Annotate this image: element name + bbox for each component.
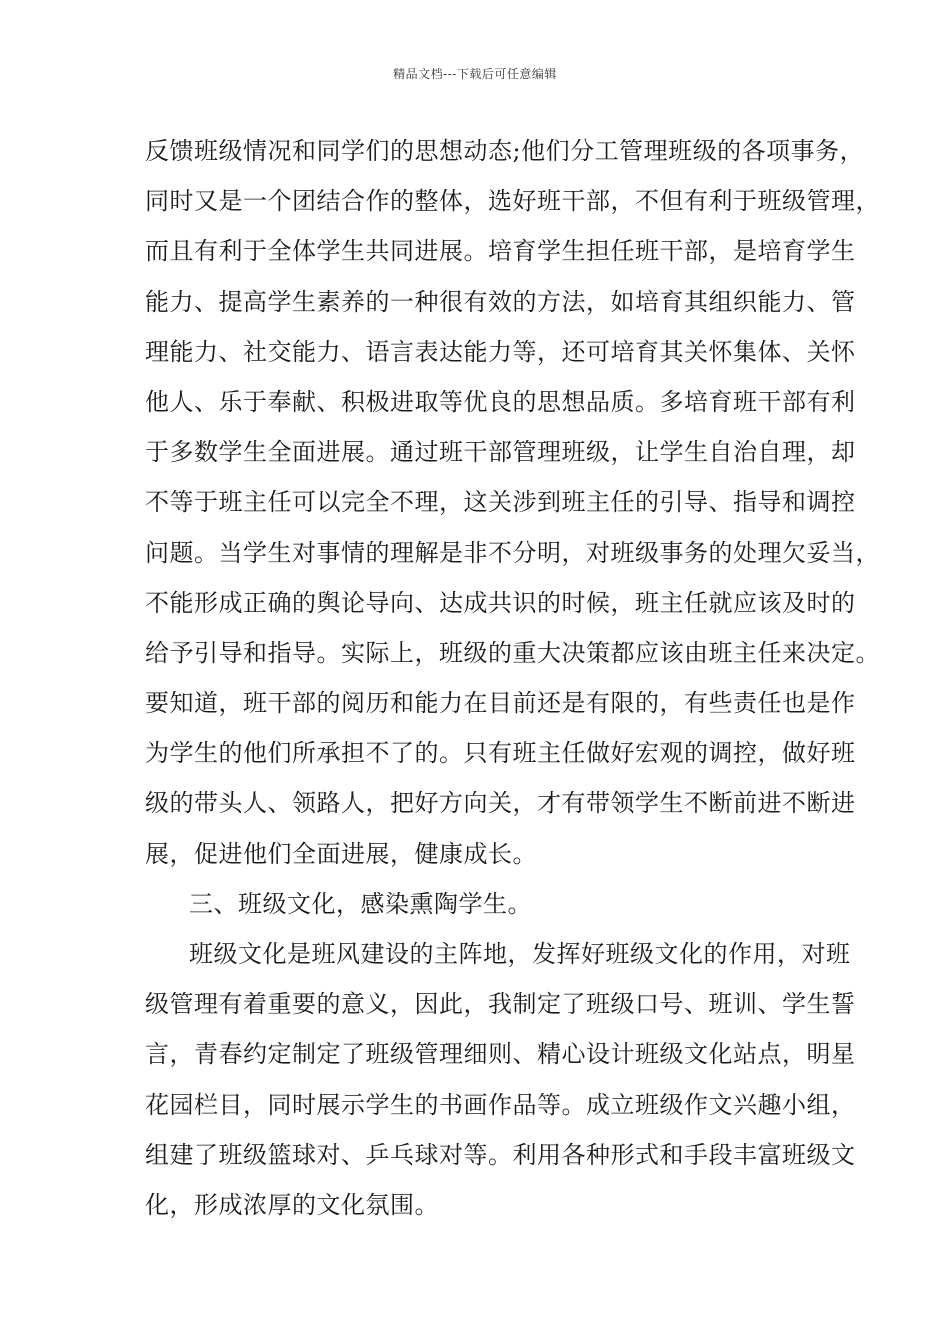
paragraph-line: 不能形成正确的舆论导向、达成共识的时候，班主任就应该及时的	[145, 588, 856, 617]
document-body	[145, 126, 880, 1230]
paragraph-line: 能力、提高学生素养的一种很有效的方法，如培育其组织能力、管	[145, 287, 856, 316]
section-heading: 三、班级文化，感染熏陶学生。	[189, 889, 532, 918]
paragraph-line: 化，形成浓厚的文化氛围。	[145, 1190, 439, 1219]
paragraph-line: 给予引导和指导。实际上，班级的重大决策都应该由班主任来决定。	[145, 638, 880, 667]
page-header: 精品文档---下载后可任意编辑	[393, 67, 557, 81]
paragraph-line: 反馈班级情况和同学们的思想动态;他们分工管理班级的各项事务，	[145, 137, 865, 165]
paragraph-line: 为学生的他们所承担不了的。只有班主任做好宏观的调控，做好班	[145, 739, 856, 768]
paragraph-line: 言，青春约定制定了班级管理细则、精心设计班级文化站点，明星	[145, 1040, 856, 1069]
paragraph-line: 他人、乐于奉献、积极进取等优良的思想品质。多培育班干部有利	[145, 387, 856, 416]
paragraph-line: 级的带头人、领路人，把好方向关，才有带领学生不断前进不断进	[145, 789, 856, 818]
paragraph-line: 而且有利于全体学生共同进展。培育学生担任班干部，是培育学生	[145, 237, 856, 266]
paragraph-line: 班级文化是班风建设的主阵地，发挥好班级文化的作用，对班	[189, 940, 851, 968]
paragraph-line: 组建了班级篮球对、乒乓球对等。利用各种形式和手段丰富班级文	[145, 1140, 856, 1169]
paragraph-line: 级管理有着重要的意义，因此，我制定了班级口号、班训、学生誓	[145, 990, 856, 1019]
paragraph-line: 花园栏目，同时展示学生的书画作品等。成立班级作文兴趣小组，	[145, 1090, 856, 1119]
paragraph-line: 展，促进他们全面进展，健康成长。	[145, 839, 537, 868]
paragraph-line: 同时又是一个团结合作的整体，选好班干部，不但有利于班级管理，	[145, 187, 880, 216]
paragraph-line: 要知道，班干部的阅历和能力在目前还是有限的，有些责任也是作	[145, 689, 856, 718]
paragraph-line: 不等于班主任可以完全不理，这关涉到班主任的引导、指导和调控	[145, 488, 856, 517]
paragraph-line: 于多数学生全面进展。通过班干部管理班级，让学生自治自理，却	[145, 438, 856, 467]
paragraph-line: 问题。当学生对事情的理解是非不分明，对班级事务的处理欠妥当，	[145, 538, 880, 567]
paragraph-line: 理能力、社交能力、语言表达能力等，还可培育其关怀集体、关怀	[145, 337, 856, 366]
